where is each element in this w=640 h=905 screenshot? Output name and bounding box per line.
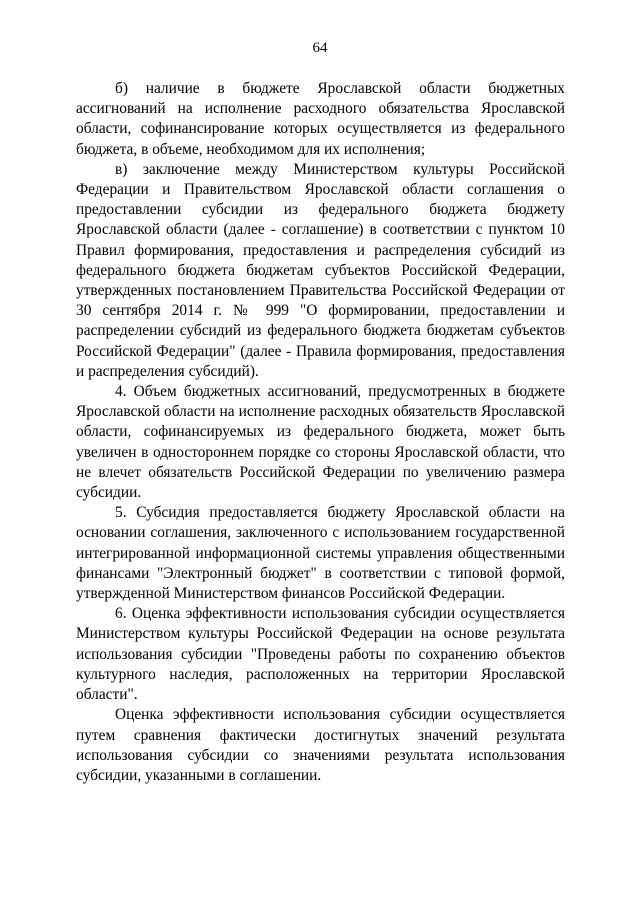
page-number: 64 bbox=[312, 40, 328, 56]
paragraph-6: 6. Оценка эффективности использования субсидии осуществляется Министерством культуры Российской Федерации на основе результата использования субсидии "Проведены работы по сохранению объектов культурного наследия, расположенных на территории Ярославской области". bbox=[76, 605, 565, 704]
paragraph-5: 5. Субсидия предоставляется бюджету Ярославской области на основании соглашения, заключенного с использованием государственной интегрированной информационной системы управления общественными финансами "Электронный бюджет" в соответствии с типовой формой, утвержденной Министерством финансов Российской Федерации. bbox=[76, 504, 565, 603]
paragraph-evaluation: Оценка эффективности использования субсидии осуществляется путем сравнения фактически достигнутых значений результата использования субсидии со значениями результата использования субсидии, указанными в соглашении. bbox=[76, 706, 565, 784]
paragraph-b: б) наличие в бюджете Ярославской области бюджетных ассигнований на исполнение расходного обязательства Ярославской области, софинансирование которых осуществляется из федерального бюджета, в объеме, необходимом для их исполнения; bbox=[76, 80, 565, 158]
paragraph-4: 4. Объем бюджетных ассигнований, предусмотренных в бюджете Ярославской области на исполнение расходных обязательств Ярославской области, софинансируемых из федерального бюджета, может быть увеличен в одностороннем порядке со стороны Ярославской области, что не влечет обязательств Российской Федерации по увеличению размера субсидии. bbox=[76, 383, 565, 502]
paragraph-v: в) заключение между Министерством культуры Российской Федерации и Правительством Ярославской области соглашения о предоставлении субсидии из федерального бюджета бюджету Ярославской области (далее - соглашение) в соответствии с пунктом 10 Правил формирования, предоставления и распределения субсидий из федерального бюджета бюджетам субъектов Российской Федерации, утвержденных постановлением Правительства Российской Федерации от 30 сентября 2014 г. № 999 "О формировании, предоставлении и распределении субсидий из федерального бюджета бюджетам субъектов Российской Федерации" (далее - Правила формирования, предоставления и распределения субсидий). bbox=[76, 160, 565, 380]
document-body bbox=[76, 79, 565, 786]
